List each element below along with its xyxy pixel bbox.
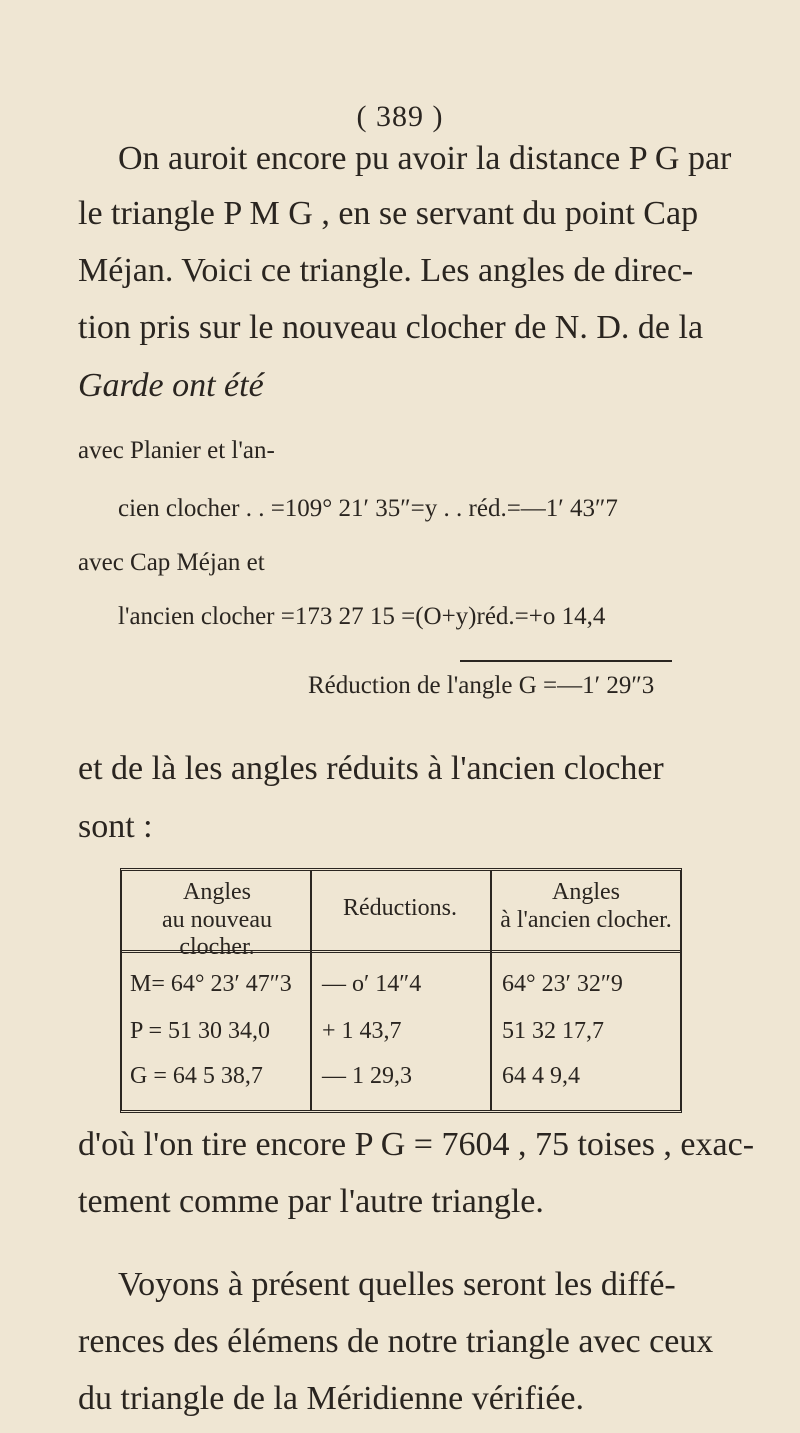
paragraph-line: sont : (78, 808, 153, 845)
calc-line: avec Cap Méjan et (78, 549, 265, 576)
angles-table (120, 868, 682, 1113)
paragraph-line: tement comme par l'autre triangle. (78, 1183, 544, 1220)
table-cell: + 1 43,7 (322, 1018, 402, 1044)
header-text: Réductions. (343, 895, 457, 921)
paragraph-line: du triangle de la Méridienne vérifiée. (78, 1380, 584, 1417)
header-text: Angles (183, 879, 251, 905)
table-cell: — 1 29,3 (322, 1063, 412, 1089)
paragraph-line: On auroit encore pu avoir la distance P G par (118, 140, 732, 177)
table-cell: M= 64° 23′ 47″3 (130, 971, 292, 997)
calc-line: avec Planier et l'an- (78, 437, 275, 464)
table-cell: P = 51 30 34,0 (130, 1018, 270, 1044)
table-cell: G = 64 5 38,7 (130, 1063, 263, 1089)
header-cell (492, 879, 680, 934)
paragraph-line: Voyons à présent quelles seront les diffé- (118, 1266, 676, 1303)
paragraph-line: rences des élémens de notre triangle avec ceux (78, 1323, 714, 1360)
calc-line: cien clocher . . =109° 21′ 35″=y . . réd.=—1′ 43″7 (118, 495, 618, 522)
paragraph-line: tion pris sur le nouveau clocher de N. D. de la (78, 309, 704, 346)
header-cell (126, 879, 308, 962)
table-cell: 51 32 17,7 (502, 1018, 604, 1044)
header-cell (312, 895, 488, 923)
calc-line: l'ancien clocher =173 27 15 =(O+y)réd.=+o 14,4 (118, 603, 606, 630)
header-text: Angles (552, 879, 620, 905)
calc-line: Réduction de l'angle G =—1′ 29″3 (308, 672, 655, 699)
table-cell: 64° 23′ 32″9 (502, 971, 623, 997)
header-text: au nouveau clocher. (162, 906, 272, 961)
paragraph-line: et de là les angles réduits à l'ancien clocher (78, 750, 664, 787)
paragraph-line: Méjan. Voici ce triangle. Les angles de direc- (78, 252, 694, 289)
page-number: ( 389 ) (356, 100, 444, 133)
paragraph-line: le triangle P M G , en se servant du point Cap (78, 195, 699, 232)
paragraph-line: d'où l'on tire encore P G = 7604 , 75 toises , exac- (78, 1126, 755, 1163)
paragraph-line: Garde ont été (78, 367, 264, 404)
underline-rule (460, 660, 672, 662)
table-cell: — o′ 14″4 (322, 971, 422, 997)
table-cell: 64 4 9,4 (502, 1063, 580, 1089)
header-text: à l'ancien clocher. (500, 906, 672, 933)
